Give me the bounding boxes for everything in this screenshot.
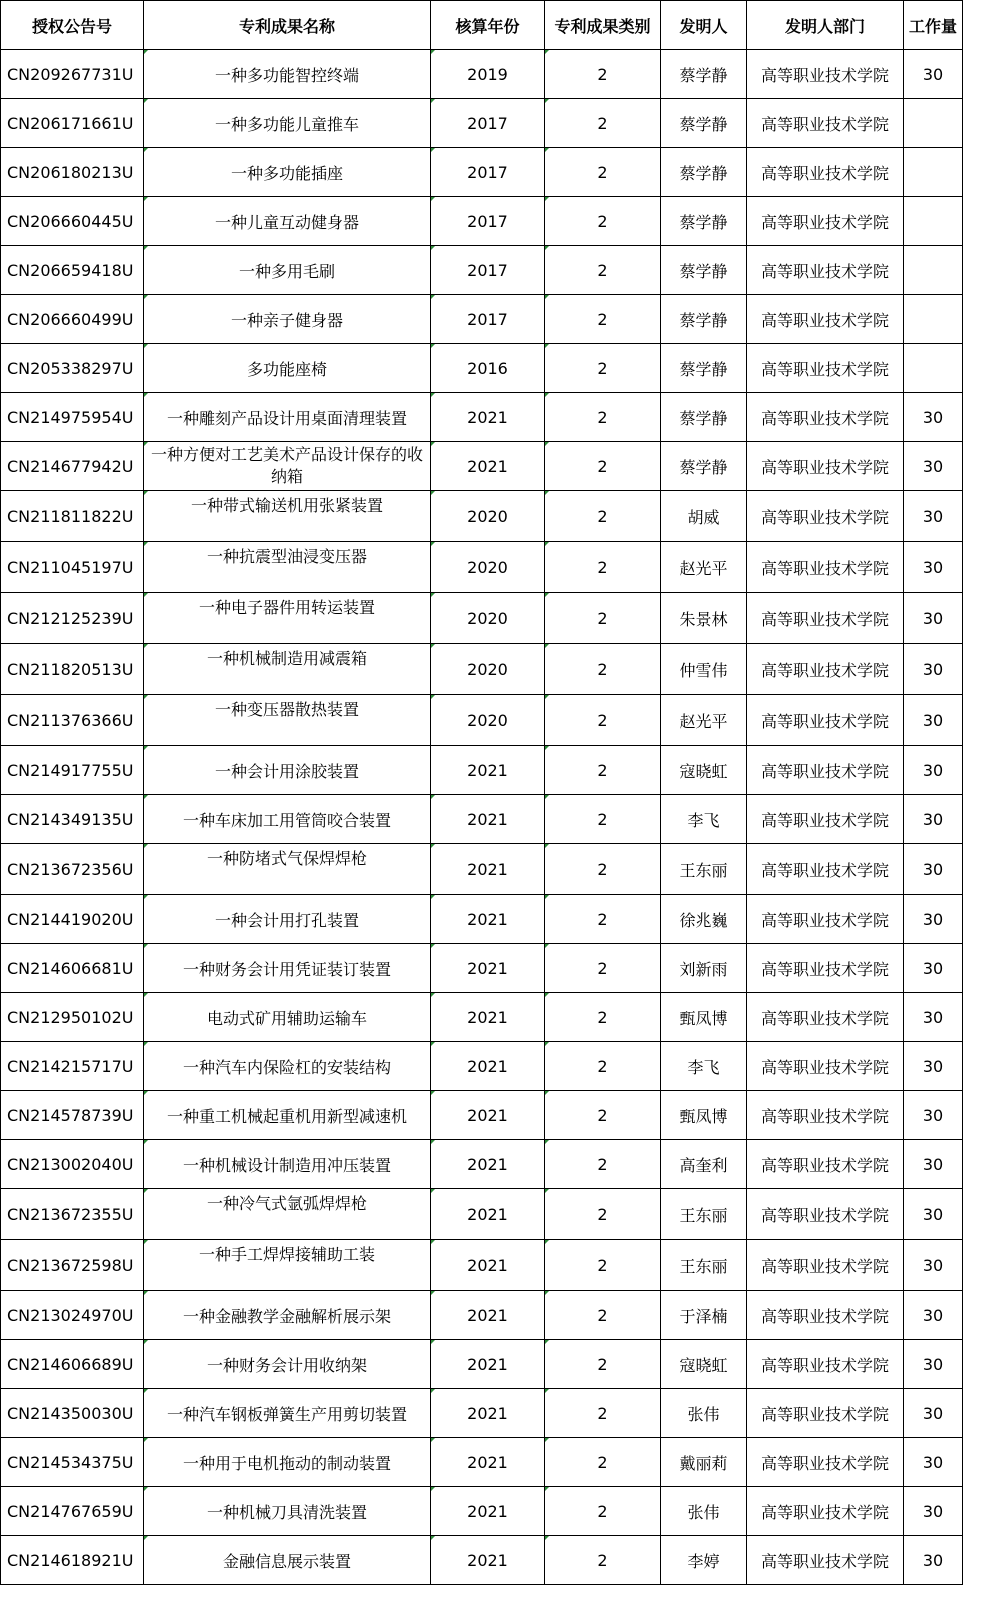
year-cell: 2021 <box>431 1240 545 1291</box>
inventor-cell: 胡威 <box>661 491 747 542</box>
patent-id-cell: CN213672598U <box>1 1240 144 1291</box>
category-cell: 2 <box>545 1042 661 1091</box>
patent-name-cell: 一种多功能儿童推车 <box>144 99 431 148</box>
patent-name-cell: 一种电子器件用转运装置 <box>144 593 431 644</box>
workload-cell: 30 <box>904 1042 963 1091</box>
inventor-cell: 蔡学静 <box>661 393 747 442</box>
table-row <box>1 1291 963 1340</box>
category-cell: 2 <box>545 99 661 148</box>
category-cell: 2 <box>545 393 661 442</box>
patent-name-cell: 一种多用毛刷 <box>144 246 431 295</box>
department-cell: 高等职业技术学院 <box>747 895 904 944</box>
department-cell: 高等职业技术学院 <box>747 593 904 644</box>
year-cell: 2021 <box>431 442 545 491</box>
patent-id-cell: CN206660445U <box>1 197 144 246</box>
year-cell: 2017 <box>431 148 545 197</box>
workload-cell: 30 <box>904 491 963 542</box>
inventor-cell: 张伟 <box>661 1487 747 1536</box>
patent-name-cell: 一种用于电机拖动的制动装置 <box>144 1438 431 1487</box>
patent-id-cell: CN214606689U <box>1 1340 144 1389</box>
patent-name-cell: 一种财务会计用收纳架 <box>144 1340 431 1389</box>
year-cell: 2021 <box>431 1042 545 1091</box>
workload-cell: 30 <box>904 1389 963 1438</box>
patent-id-cell: CN214677942U <box>1 442 144 491</box>
inventor-cell: 赵光平 <box>661 542 747 593</box>
year-cell: 2021 <box>431 746 545 795</box>
inventor-cell: 王东丽 <box>661 1240 747 1291</box>
patent-name-cell: 一种亲子健身器 <box>144 295 431 344</box>
patent-id-cell: CN214534375U <box>1 1438 144 1487</box>
patent-name-cell: 一种机械设计制造用冲压装置 <box>144 1140 431 1189</box>
workload-cell: 30 <box>904 50 963 99</box>
year-cell: 2021 <box>431 993 545 1042</box>
table-row <box>1 50 963 99</box>
patent-name-cell: 一种机械制造用减震箱 <box>144 644 431 695</box>
category-cell: 2 <box>545 944 661 993</box>
patent-name-cell: 一种手工焊焊接辅助工装 <box>144 1240 431 1291</box>
category-cell: 2 <box>545 1340 661 1389</box>
patent-id-cell: CN205338297U <box>1 344 144 393</box>
category-cell: 2 <box>545 1389 661 1438</box>
category-cell: 2 <box>545 491 661 542</box>
inventor-cell: 蔡学静 <box>661 197 747 246</box>
department-cell: 高等职业技术学院 <box>747 246 904 295</box>
header-patent-name: 专利成果名称 <box>144 1 431 50</box>
department-cell: 高等职业技术学院 <box>747 1291 904 1340</box>
department-cell: 高等职业技术学院 <box>747 1042 904 1091</box>
category-cell: 2 <box>545 993 661 1042</box>
year-cell: 2020 <box>431 695 545 746</box>
patent-id-cell: CN214917755U <box>1 746 144 795</box>
table-row <box>1 542 963 593</box>
year-cell: 2021 <box>431 393 545 442</box>
table-row <box>1 944 963 993</box>
patent-name-cell: 一种雕刻产品设计用桌面清理装置 <box>144 393 431 442</box>
workload-cell: 30 <box>904 442 963 491</box>
category-cell: 2 <box>545 593 661 644</box>
patent-id-cell: CN213002040U <box>1 1140 144 1189</box>
department-cell: 高等职业技术学院 <box>747 148 904 197</box>
table-row <box>1 746 963 795</box>
table-row <box>1 993 963 1042</box>
table-row <box>1 1189 963 1240</box>
category-cell: 2 <box>545 50 661 99</box>
inventor-cell: 蔡学静 <box>661 442 747 491</box>
patent-id-cell: CN214618921U <box>1 1536 144 1585</box>
department-cell: 高等职业技术学院 <box>747 491 904 542</box>
workload-cell <box>904 344 963 393</box>
department-cell: 高等职业技术学院 <box>747 944 904 993</box>
patent-id-cell: CN212125239U <box>1 593 144 644</box>
workload-cell: 30 <box>904 644 963 695</box>
table-row <box>1 844 963 895</box>
category-cell: 2 <box>545 1240 661 1291</box>
year-cell: 2021 <box>431 1389 545 1438</box>
workload-cell: 30 <box>904 1140 963 1189</box>
workload-cell: 30 <box>904 695 963 746</box>
inventor-cell: 蔡学静 <box>661 344 747 393</box>
inventor-cell: 李飞 <box>661 795 747 844</box>
patent-id-cell: CN213024970U <box>1 1291 144 1340</box>
year-cell: 2021 <box>431 1340 545 1389</box>
workload-cell: 30 <box>904 944 963 993</box>
patent-id-cell: CN214419020U <box>1 895 144 944</box>
patent-name-cell: 一种抗震型油浸变压器 <box>144 542 431 593</box>
category-cell: 2 <box>545 1189 661 1240</box>
department-cell: 高等职业技术学院 <box>747 1240 904 1291</box>
inventor-cell: 朱景林 <box>661 593 747 644</box>
workload-cell: 30 <box>904 895 963 944</box>
header-department: 发明人部门 <box>747 1 904 50</box>
patent-id-cell: CN211045197U <box>1 542 144 593</box>
header-inventor: 发明人 <box>661 1 747 50</box>
category-cell: 2 <box>545 295 661 344</box>
workload-cell: 30 <box>904 1091 963 1140</box>
header-workload: 工作量 <box>904 1 963 50</box>
table-row <box>1 491 963 542</box>
inventor-cell: 刘新雨 <box>661 944 747 993</box>
category-cell: 2 <box>545 746 661 795</box>
patent-id-cell: CN214975954U <box>1 393 144 442</box>
patent-id-cell: CN211811822U <box>1 491 144 542</box>
patent-name-cell: 一种冷气式氩弧焊焊枪 <box>144 1189 431 1240</box>
table-row <box>1 246 963 295</box>
category-cell: 2 <box>545 1438 661 1487</box>
year-cell: 2021 <box>431 1438 545 1487</box>
category-cell: 2 <box>545 1091 661 1140</box>
patent-name-cell: 一种重工机械起重机用新型减速机 <box>144 1091 431 1140</box>
inventor-cell: 赵光平 <box>661 695 747 746</box>
year-cell: 2017 <box>431 99 545 148</box>
inventor-cell: 寇晓虹 <box>661 746 747 795</box>
department-cell: 高等职业技术学院 <box>747 442 904 491</box>
department-cell: 高等职业技术学院 <box>747 1536 904 1585</box>
patent-name-cell: 一种会计用打孔装置 <box>144 895 431 944</box>
workload-cell: 30 <box>904 993 963 1042</box>
inventor-cell: 蔡学静 <box>661 246 747 295</box>
patent-name-cell: 多功能座椅 <box>144 344 431 393</box>
inventor-cell: 戴丽莉 <box>661 1438 747 1487</box>
workload-cell <box>904 197 963 246</box>
department-cell: 高等职业技术学院 <box>747 99 904 148</box>
patent-name-cell: 一种会计用涂胶装置 <box>144 746 431 795</box>
workload-cell: 30 <box>904 1487 963 1536</box>
table-row <box>1 644 963 695</box>
workload-cell: 30 <box>904 1240 963 1291</box>
patent-id-cell: CN213672355U <box>1 1189 144 1240</box>
inventor-cell: 李飞 <box>661 1042 747 1091</box>
patent-id-cell: CN211376366U <box>1 695 144 746</box>
year-cell: 2020 <box>431 644 545 695</box>
patent-id-cell: CN214578739U <box>1 1091 144 1140</box>
table-row <box>1 1487 963 1536</box>
category-cell: 2 <box>545 895 661 944</box>
year-cell: 2017 <box>431 246 545 295</box>
table-row <box>1 197 963 246</box>
patent-id-cell: CN206659418U <box>1 246 144 295</box>
table-row <box>1 1536 963 1585</box>
inventor-cell: 蔡学静 <box>661 99 747 148</box>
department-cell: 高等职业技术学院 <box>747 1340 904 1389</box>
year-cell: 2021 <box>431 1189 545 1240</box>
patent-name-cell: 一种方便对工艺美术产品设计保存的收纳箱 <box>144 442 431 491</box>
workload-cell: 30 <box>904 1536 963 1585</box>
department-cell: 高等职业技术学院 <box>747 1438 904 1487</box>
table-row <box>1 344 963 393</box>
patent-id-cell: CN206180213U <box>1 148 144 197</box>
patent-id-cell: CN214606681U <box>1 944 144 993</box>
patent-name-cell: 电动式矿用辅助运输车 <box>144 993 431 1042</box>
table-row <box>1 99 963 148</box>
inventor-cell: 蔡学静 <box>661 295 747 344</box>
header-row <box>1 1 963 50</box>
header-year: 核算年份 <box>431 1 545 50</box>
workload-cell: 30 <box>904 542 963 593</box>
workload-cell <box>904 246 963 295</box>
table-row <box>1 1091 963 1140</box>
category-cell: 2 <box>545 197 661 246</box>
patent-name-cell: 一种汽车钢板弹簧生产用剪切装置 <box>144 1389 431 1438</box>
category-cell: 2 <box>545 644 661 695</box>
department-cell: 高等职业技术学院 <box>747 695 904 746</box>
year-cell: 2020 <box>431 491 545 542</box>
year-cell: 2020 <box>431 593 545 644</box>
patent-id-cell: CN206660499U <box>1 295 144 344</box>
patent-name-cell: 一种多功能智控终端 <box>144 50 431 99</box>
inventor-cell: 于泽楠 <box>661 1291 747 1340</box>
patent-id-cell: CN211820513U <box>1 644 144 695</box>
department-cell: 高等职业技术学院 <box>747 344 904 393</box>
year-cell: 2017 <box>431 197 545 246</box>
department-cell: 高等职业技术学院 <box>747 197 904 246</box>
patent-name-cell: 一种多功能插座 <box>144 148 431 197</box>
table-row <box>1 148 963 197</box>
department-cell: 高等职业技术学院 <box>747 1389 904 1438</box>
category-cell: 2 <box>545 542 661 593</box>
table-row <box>1 593 963 644</box>
workload-cell: 30 <box>904 1340 963 1389</box>
workload-cell <box>904 148 963 197</box>
category-cell: 2 <box>545 795 661 844</box>
department-cell: 高等职业技术学院 <box>747 1487 904 1536</box>
year-cell: 2021 <box>431 895 545 944</box>
inventor-cell: 王东丽 <box>661 844 747 895</box>
department-cell: 高等职业技术学院 <box>747 993 904 1042</box>
patent-id-cell: CN209267731U <box>1 50 144 99</box>
inventor-cell: 仲雪伟 <box>661 644 747 695</box>
inventor-cell: 徐兆巍 <box>661 895 747 944</box>
patent-id-cell: CN214215717U <box>1 1042 144 1091</box>
department-cell: 高等职业技术学院 <box>747 295 904 344</box>
table-row <box>1 1240 963 1291</box>
year-cell: 2021 <box>431 944 545 993</box>
patent-id-cell: CN212950102U <box>1 993 144 1042</box>
year-cell: 2021 <box>431 1536 545 1585</box>
inventor-cell: 张伟 <box>661 1389 747 1438</box>
patent-name-cell: 一种车床加工用管筒咬合装置 <box>144 795 431 844</box>
patent-name-cell: 一种财务会计用凭证装订装置 <box>144 944 431 993</box>
department-cell: 高等职业技术学院 <box>747 393 904 442</box>
inventor-cell: 高奎利 <box>661 1140 747 1189</box>
category-cell: 2 <box>545 1140 661 1189</box>
table-row <box>1 295 963 344</box>
inventor-cell: 甄凤博 <box>661 993 747 1042</box>
category-cell: 2 <box>545 1487 661 1536</box>
patent-id-cell: CN214349135U <box>1 795 144 844</box>
patent-name-cell: 一种金融教学金融解析展示架 <box>144 1291 431 1340</box>
department-cell: 高等职业技术学院 <box>747 746 904 795</box>
patent-name-cell: 一种儿童互动健身器 <box>144 197 431 246</box>
year-cell: 2021 <box>431 795 545 844</box>
table-row <box>1 1340 963 1389</box>
table-row <box>1 442 963 491</box>
workload-cell: 30 <box>904 1189 963 1240</box>
patent-name-cell: 一种机械刀具清洗装置 <box>144 1487 431 1536</box>
category-cell: 2 <box>545 695 661 746</box>
patent-name-cell: 金融信息展示装置 <box>144 1536 431 1585</box>
patent-id-cell: CN214767659U <box>1 1487 144 1536</box>
year-cell: 2021 <box>431 1091 545 1140</box>
table-row <box>1 1438 963 1487</box>
table-row <box>1 393 963 442</box>
patent-name-cell: 一种防堵式气保焊焊枪 <box>144 844 431 895</box>
department-cell: 高等职业技术学院 <box>747 1189 904 1240</box>
workload-cell: 30 <box>904 393 963 442</box>
table-row <box>1 1389 963 1438</box>
department-cell: 高等职业技术学院 <box>747 844 904 895</box>
department-cell: 高等职业技术学院 <box>747 1091 904 1140</box>
inventor-cell: 甄凤博 <box>661 1091 747 1140</box>
workload-cell: 30 <box>904 844 963 895</box>
inventor-cell: 李婷 <box>661 1536 747 1585</box>
table-body <box>1 50 963 1585</box>
patent-id-cell: CN214350030U <box>1 1389 144 1438</box>
header-category: 专利成果类别 <box>545 1 661 50</box>
category-cell: 2 <box>545 1536 661 1585</box>
workload-cell: 30 <box>904 746 963 795</box>
department-cell: 高等职业技术学院 <box>747 1140 904 1189</box>
inventor-cell: 蔡学静 <box>661 148 747 197</box>
department-cell: 高等职业技术学院 <box>747 795 904 844</box>
patent-name-cell: 一种变压器散热装置 <box>144 695 431 746</box>
year-cell: 2021 <box>431 1140 545 1189</box>
table-row <box>1 1042 963 1091</box>
workload-cell: 30 <box>904 593 963 644</box>
workload-cell <box>904 99 963 148</box>
category-cell: 2 <box>545 148 661 197</box>
department-cell: 高等职业技术学院 <box>747 644 904 695</box>
year-cell: 2021 <box>431 1291 545 1340</box>
department-cell: 高等职业技术学院 <box>747 542 904 593</box>
table-row <box>1 795 963 844</box>
category-cell: 2 <box>545 344 661 393</box>
inventor-cell: 蔡学静 <box>661 50 747 99</box>
header-patent-id: 授权公告号 <box>1 1 144 50</box>
year-cell: 2020 <box>431 542 545 593</box>
inventor-cell: 寇晓虹 <box>661 1340 747 1389</box>
department-cell: 高等职业技术学院 <box>747 50 904 99</box>
table-row <box>1 895 963 944</box>
patent-name-cell: 一种汽车内保险杠的安装结构 <box>144 1042 431 1091</box>
year-cell: 2017 <box>431 295 545 344</box>
workload-cell: 30 <box>904 1291 963 1340</box>
table-row <box>1 695 963 746</box>
patent-id-cell: CN206171661U <box>1 99 144 148</box>
patent-id-cell: CN213672356U <box>1 844 144 895</box>
workload-cell <box>904 295 963 344</box>
table-row <box>1 1140 963 1189</box>
year-cell: 2021 <box>431 1487 545 1536</box>
year-cell: 2019 <box>431 50 545 99</box>
workload-cell: 30 <box>904 1438 963 1487</box>
category-cell: 2 <box>545 1291 661 1340</box>
year-cell: 2016 <box>431 344 545 393</box>
patent-name-cell: 一种带式输送机用张紧装置 <box>144 491 431 542</box>
year-cell: 2021 <box>431 844 545 895</box>
inventor-cell: 王东丽 <box>661 1189 747 1240</box>
category-cell: 2 <box>545 844 661 895</box>
workload-cell: 30 <box>904 795 963 844</box>
category-cell: 2 <box>545 246 661 295</box>
category-cell: 2 <box>545 442 661 491</box>
